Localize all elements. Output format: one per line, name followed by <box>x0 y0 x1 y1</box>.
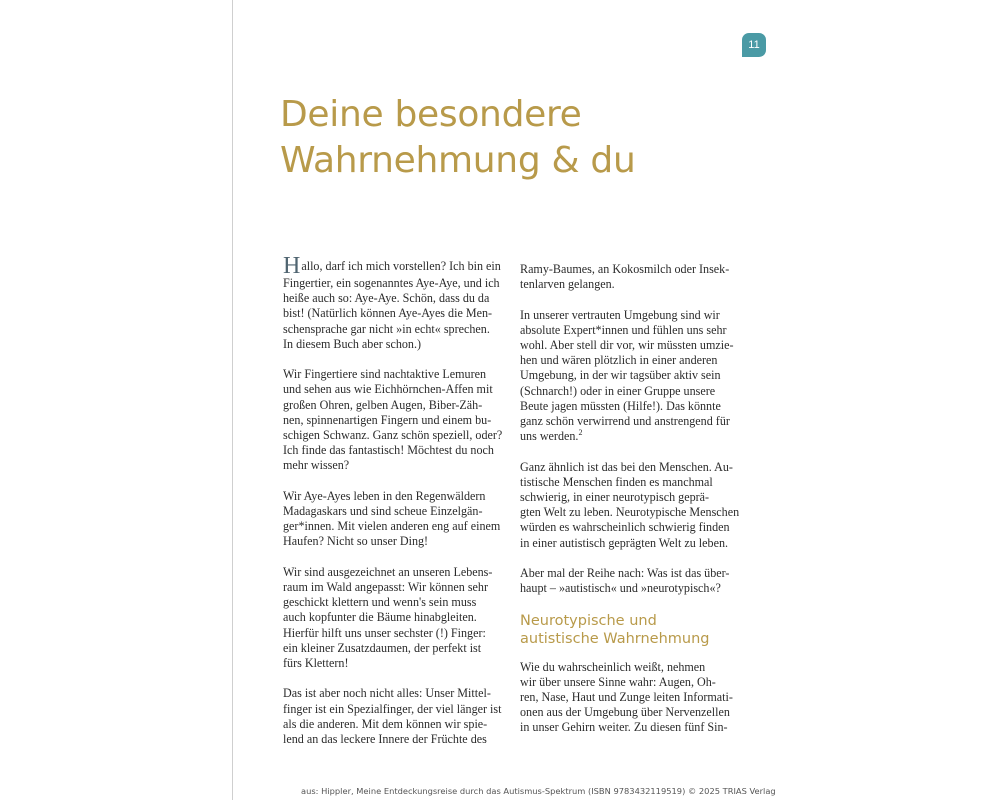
text-line: nen, spinnenartigen Fingern und einem bu- <box>283 412 492 427</box>
subheading-line: autistische Wahrnehmung <box>520 630 710 647</box>
text-line: gten Welt zu leben. Neurotypische Menschen <box>520 505 740 520</box>
text-line: In diesem Buch aber schon.) <box>283 336 422 351</box>
text-line: (Schnarch!) oder in einer Gruppe unsere <box>520 383 716 398</box>
text-line: als die anderen. Mit dem können wir spie- <box>283 716 488 731</box>
paragraph <box>520 308 735 445</box>
left-column <box>283 253 503 762</box>
text-line: finger ist ein Spezialfinger, der viel länger ist <box>283 701 502 716</box>
text-line: hen und wären plötzlich in einer anderen <box>520 353 718 368</box>
text-line: Umgebung, in der wir tagsüber aktiv sein <box>520 368 721 383</box>
text-line: wir über unsere Sinne wahr: Augen, Oh- <box>520 674 716 689</box>
text-line: in unser Gehirn weiter. Zu diesen fünf Sin- <box>520 720 728 735</box>
paragraph <box>520 262 735 292</box>
text-line: fürs Klettern! <box>283 656 349 671</box>
text-line: ein kleiner Zusatzdaumen, der perfekt ist <box>283 640 482 655</box>
text-line: und sehen aus wie Eichhörnchen-Affen mit <box>283 382 493 397</box>
right-column <box>520 262 740 751</box>
drop-cap: H <box>283 253 301 279</box>
text-line: Hierfür hilft uns unser sechster (!) Finger: <box>283 625 486 640</box>
text-line: uns werden.$^2$ <box>520 428 583 444</box>
text-line: würden es wahrscheinlich schwierig finden <box>520 520 730 535</box>
text-line: Hallo, darf ich mich vorstellen? Ich bin ein <box>283 253 501 279</box>
page-edge-divider <box>232 0 233 800</box>
text-line: großen Ohren, gelben Augen, Biber-Zäh- <box>283 397 483 412</box>
text-line: Madagaskars und sind scheue Einzelgän- <box>283 504 483 519</box>
text-line: Ganz ähnlich ist das bei den Menschen. Au- <box>520 459 733 474</box>
paragraph <box>283 367 503 473</box>
text-line: schwierig, in einer neurotypisch geprä- <box>520 490 710 505</box>
text-line: geschickt klettern und wenn's sein muss <box>283 595 477 610</box>
paragraph <box>283 565 498 671</box>
paragraph <box>520 459 740 551</box>
text-line: Das ist aber noch nicht alles: Unser Mittel- <box>283 686 491 701</box>
text-line: lend an das leckere Innere der Früchte des <box>283 732 487 747</box>
title-line: Deine besondere <box>280 94 582 135</box>
text-line: wohl. Aber stell dir vor, wir müssten umzie- <box>520 338 734 352</box>
text-line: Wie du wahrscheinlich weißt, nehmen <box>520 659 706 674</box>
text-line: auch kopfunter die Bäume hinabgleiten. <box>283 610 477 625</box>
text-line: tenlarven gelangen. <box>520 277 615 292</box>
text-line: Beute jagen müssten (Hilfe!). Das könnte <box>520 398 721 413</box>
page-title <box>280 92 636 184</box>
text-line: Wir Fingertiere sind nachtaktive Lemuren <box>283 367 487 382</box>
text-line: bist! (Natürlich können Aye-Ayes die Men- <box>283 306 493 321</box>
text-line: ganz schön verwirrend und anstrengend für <box>520 414 730 429</box>
text-line: Wir sind ausgezeichnet an unseren Lebens- <box>283 564 493 579</box>
text-line: Wir Aye-Ayes leben in den Regenwäldern <box>283 488 486 503</box>
section-subheading <box>520 612 735 648</box>
text-line: tistische Menschen finden es manchmal <box>520 474 713 489</box>
subheading-line: Neurotypische und <box>520 612 657 629</box>
text-line: Ich finde das fantastisch! Möchtest du noch <box>283 443 494 458</box>
text-line: In unserer vertrauten Umgebung sind wir <box>520 307 720 322</box>
text-line: Fingertier, ein sogenanntes Aye-Aye, und ich <box>283 276 500 290</box>
text-line: Haufen? Nicht so unser Ding! <box>283 534 429 549</box>
text-line: Ramy-Baumes, an Kokosmilch oder Insek- <box>520 262 730 276</box>
source-footer: aus: Hippler, Meine Entdeckungsreise durch das Autismus-Spektrum (ISBN 9783432119519) © 2025 TRIAS Verlag <box>301 786 776 796</box>
paragraph <box>520 660 735 736</box>
footnote-marker: 2 <box>578 428 583 438</box>
text-line: ger*innen. Mit vielen anderen eng auf einem <box>283 519 501 534</box>
page-number-badge: 11 <box>742 33 766 57</box>
text-line: absolute Expert*innen und fühlen uns sehr <box>520 322 727 337</box>
text-line: haupt – »autistisch« und »neurotypisch«? <box>520 581 721 596</box>
text-line: schensprache gar nicht »in echt« sprechen. <box>283 321 490 336</box>
paragraph <box>283 488 501 550</box>
text-line: ren, Nase, Haut und Zunge leiten Informati- <box>520 690 733 705</box>
text-line: mehr wissen? <box>283 458 350 473</box>
paragraph <box>283 686 502 747</box>
text-line: schigen Schwanz. Ganz schön speziell, oder? <box>283 428 503 443</box>
title-line: Wahrnehmung & du <box>280 140 636 181</box>
text-line: Aber mal der Reihe nach: Was ist das über- <box>520 566 730 581</box>
paragraph <box>520 566 735 596</box>
text-line: onen aus der Umgebung über Nervenzellen <box>520 705 730 720</box>
text-line: in einer autistisch geprägten Welt zu leben. <box>520 535 729 550</box>
paragraph <box>283 253 501 352</box>
text-line: raum im Wald angepasst: Wir können sehr <box>283 580 488 595</box>
text-line: heiße auch so: Aye-Aye. Schön, dass du da <box>283 291 490 306</box>
